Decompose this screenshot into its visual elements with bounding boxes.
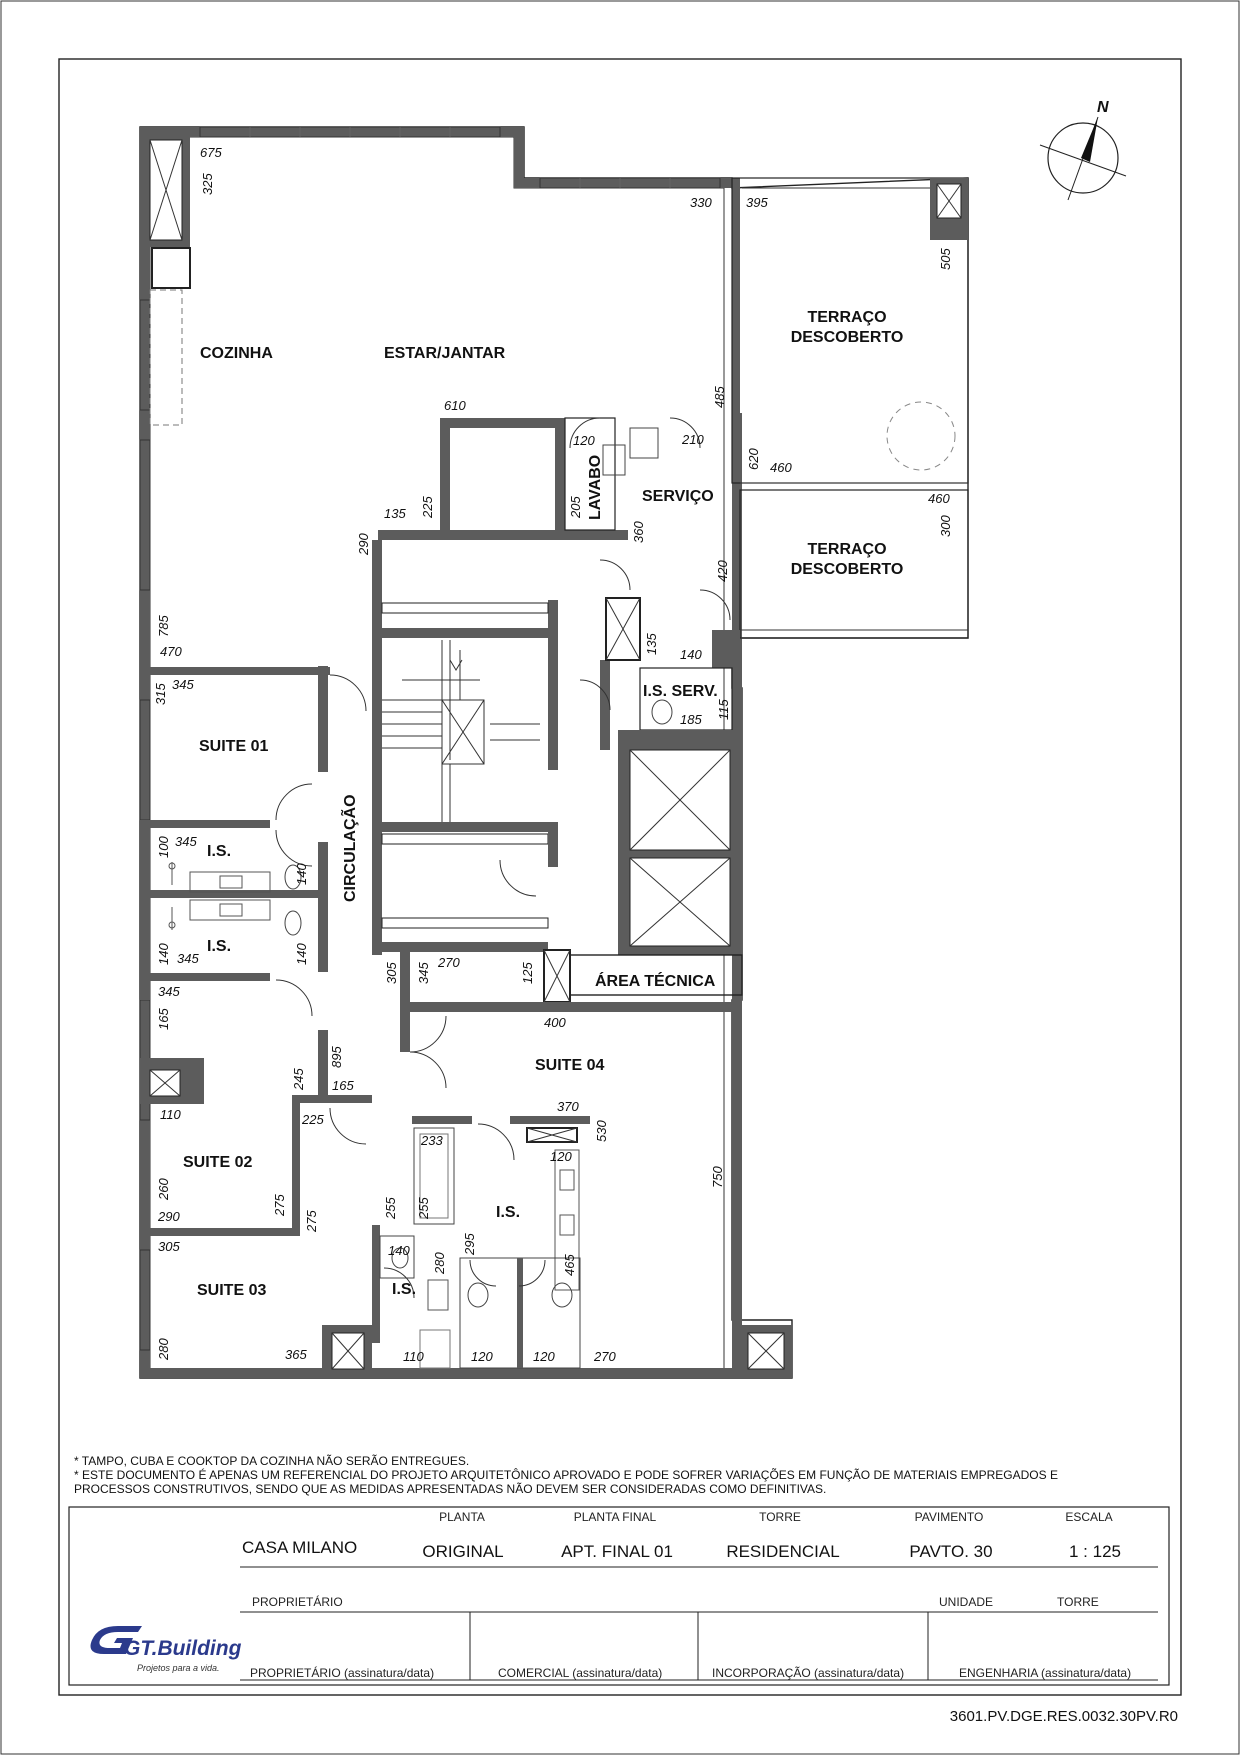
wall-left-bottom [140,667,150,1378]
dim-280b: 280 [156,1338,171,1360]
room-suite03: SUITE 03 [197,1282,267,1299]
dim-210: 210 [682,432,704,447]
dim-345d: 345 [158,984,180,999]
tb-val-escala: 1 : 125 [1069,1542,1121,1561]
dim-140a: 140 [680,647,702,662]
dim-270a: 270 [438,955,460,970]
dim-675: 675 [200,145,222,160]
wall-bottom [140,1368,792,1378]
tb-head-torre: TORRE [759,1510,801,1524]
dim-290: 290 [356,533,371,555]
terrace-plant [887,402,955,470]
room-lavabo: LAVABO [587,454,604,520]
tb-head-planta: PLANTA [439,1510,485,1524]
lavabo-sink [603,445,625,475]
sig-proprietario: PROPRIETÁRIO (assinatura/data) [250,1666,435,1680]
stair-core [372,540,558,955]
dim-465: 465 [562,1254,577,1276]
core-block-right [555,418,565,536]
floor-plan [140,127,968,1378]
wall-right-frame [732,178,740,413]
dim-750: 750 [710,1166,725,1188]
wall-top-right [514,178,732,188]
sig-comercial: COMERCIAL (assinatura/data) [498,1666,663,1680]
drawing-code: 3601.PV.DGE.RES.0032.30PV.R0 [949,1708,1178,1725]
suite02-bottom [140,1228,300,1236]
servico-wall [600,660,610,750]
dim-620: 620 [746,448,761,470]
room-servico: SERVIÇO [642,488,714,505]
dim-165a: 165 [156,1008,171,1030]
dim-120d: 120 [533,1349,555,1364]
room-is2: I.S. [207,938,232,955]
dim-345a: 345 [172,677,194,692]
north-label: N [1097,99,1109,116]
kitchen-appliance [152,248,190,288]
dim-300: 300 [938,515,953,537]
dim-295: 295 [462,1233,477,1255]
room-suite04: SUITE 04 [535,1057,605,1074]
room-is1: I.S. [207,843,232,860]
elevators [618,740,742,955]
dim-505: 505 [938,248,953,270]
notes [74,1454,1058,1496]
gt-building-logo [91,1626,242,1673]
dim-345c: 345 [177,951,199,966]
dim-530: 530 [594,1120,609,1142]
dim-785: 785 [156,615,171,637]
dim-305b: 305 [158,1239,180,1254]
dim-125: 125 [520,962,535,984]
dim-370: 370 [557,1099,579,1114]
dim-165b: 165 [332,1078,354,1093]
dim-315: 315 [153,683,168,705]
dim-140e: 140 [388,1243,410,1258]
dim-255b: 255 [416,1197,431,1219]
room-is3: I.S. [496,1204,521,1221]
dim-255a: 255 [383,1197,398,1219]
dim-460b: 460 [928,491,950,506]
room-terraco2-l2: DESCOBERTO [790,561,904,578]
room-is-serv: I.S. SERV. [643,683,718,700]
note-line-1: * TAMPO, CUBA E COOKTOP DA COZINHA NÃO SERÃO ENTREGUES. [74,1454,470,1468]
dim-135a: 135 [384,506,406,521]
dim-400: 400 [544,1015,566,1030]
room-area-tecnica: ÁREA TÉCNICA [595,973,716,990]
is-bottom [140,973,270,981]
tb-val-planta-final: APT. FINAL 01 [561,1542,673,1561]
room-suite01: SUITE 01 [199,738,269,755]
dim-270b: 270 [594,1349,616,1364]
suite01-wall-bottom [140,820,270,828]
dim-140c: 140 [156,943,171,965]
core-block [440,418,560,428]
dim-275a: 275 [272,1194,287,1216]
title-block [69,1507,1169,1685]
dim-365: 365 [285,1347,307,1362]
dim-205: 205 [568,496,583,518]
dim-110b: 110 [403,1349,424,1364]
dim-325: 325 [200,173,215,195]
dim-100: 100 [156,836,171,858]
dim-260: 260 [156,1178,171,1200]
kitchen-counter [150,290,182,425]
corridor-wall-left [318,666,328,772]
dim-225a: 225 [420,496,435,518]
suite01-wall-top [140,667,330,675]
tb-val-torre: RESIDENCIAL [726,1542,840,1561]
suite02-right [292,1095,300,1235]
room-cozinha: COZINHA [200,345,273,362]
is-serv-toilet [652,700,672,724]
dim-290b: 290 [158,1209,180,1224]
dim-360: 360 [631,521,646,543]
room-circulacao: CIRCULAÇÃO [342,794,359,902]
dim-305a: 305 [384,962,399,984]
dim-345b: 345 [175,834,197,849]
note-line-2: * ESTE DOCUMENTO É APENAS UM REFERENCIAL DO PROJETO ARQUITETÔNICO APROVADO E PODE SOFRER VARIAÇÕES EM FUNÇÃO DE MATERIAIS EMPREGADOS E [74,1468,1058,1482]
tb-torre2: TORRE [1057,1595,1099,1609]
room-terraco1-l1: TERRAÇO [807,309,887,326]
dim-395: 395 [746,195,768,210]
shaft-top-left [140,127,190,247]
tb-proprietario: PROPRIETÁRIO [252,1595,343,1609]
north-arrow [1040,99,1126,200]
is-divider [140,890,325,898]
dim-185: 185 [680,712,702,727]
dim-135b: 135 [644,633,659,655]
tb-head-pavimento: PAVIMENTO [914,1510,984,1524]
dim-610: 610 [444,398,466,413]
dim-140d: 140 [294,943,309,965]
tb-val-planta: ORIGINAL [422,1542,504,1561]
dim-120b: 120 [550,1149,572,1164]
dim-245: 245 [291,1068,306,1090]
suite02-right-top [292,1095,372,1103]
logo-text: GT.Building [124,1637,242,1660]
tb-head-escala: ESCALA [1065,1510,1113,1524]
logo-tagline: Projetos para a vida. [137,1663,220,1673]
tb-val-pavimento: PAVTO. 30 [909,1542,993,1561]
core-block-left [440,418,450,536]
dim-140b: 140 [294,863,309,885]
project-name: CASA MILANO [242,1538,358,1557]
sig-incorporacao: INCORPORAÇÃO (assinatura/data) [712,1666,905,1680]
dim-110a: 110 [160,1107,181,1122]
dim-225b: 225 [302,1112,324,1127]
dim-120a: 120 [573,433,595,448]
bath-fixtures-1 [169,862,301,935]
dim-275b: 275 [304,1210,319,1232]
corridor-wall-left-3 [318,1030,328,1100]
wall-top [140,127,524,137]
dim-470: 470 [160,644,182,659]
room-terraco1-l2: DESCOBERTO [790,329,904,346]
room-suite02: SUITE 02 [183,1154,253,1171]
core-wall-bottom [378,530,628,540]
dim-233: 233 [421,1133,443,1148]
dim-330: 330 [690,195,712,210]
corridor-wall-left-2 [318,842,328,972]
note-line-3: PROCESSOS CONSTRUTIVOS, SENDO QUE AS MEDIDAS APRESENTADAS NÃO DEVEM SER CONSIDERADAS COMO DEFINITIVAS. [74,1482,827,1496]
dim-420: 420 [715,560,730,582]
dim-120c: 120 [471,1349,493,1364]
tb-head-planta-final: PLANTA FINAL [573,1510,657,1524]
dim-345e: 345 [416,962,431,984]
room-is4: I.S. [392,1281,417,1298]
dim-115: 115 [716,699,731,720]
servico-sink [630,428,658,458]
suite04-left-wall [400,952,410,1052]
room-terraco2-l1: TERRAÇO [807,541,887,558]
dim-460a: 460 [770,460,792,475]
terrace-2-shaft [712,630,740,668]
sig-engenharia: ENGENHARIA (assinatura/data) [959,1666,1132,1680]
dim-485: 485 [712,386,727,408]
dim-280a: 280 [432,1252,447,1274]
dim-895: 895 [329,1046,344,1068]
room-estar-jantar: ESTAR/JANTAR [384,345,506,362]
tb-unidade: UNIDADE [939,1595,994,1609]
service-wall-lower [618,730,742,740]
suite04-top-wall [410,1002,742,1012]
suite02-top [140,980,150,1000]
